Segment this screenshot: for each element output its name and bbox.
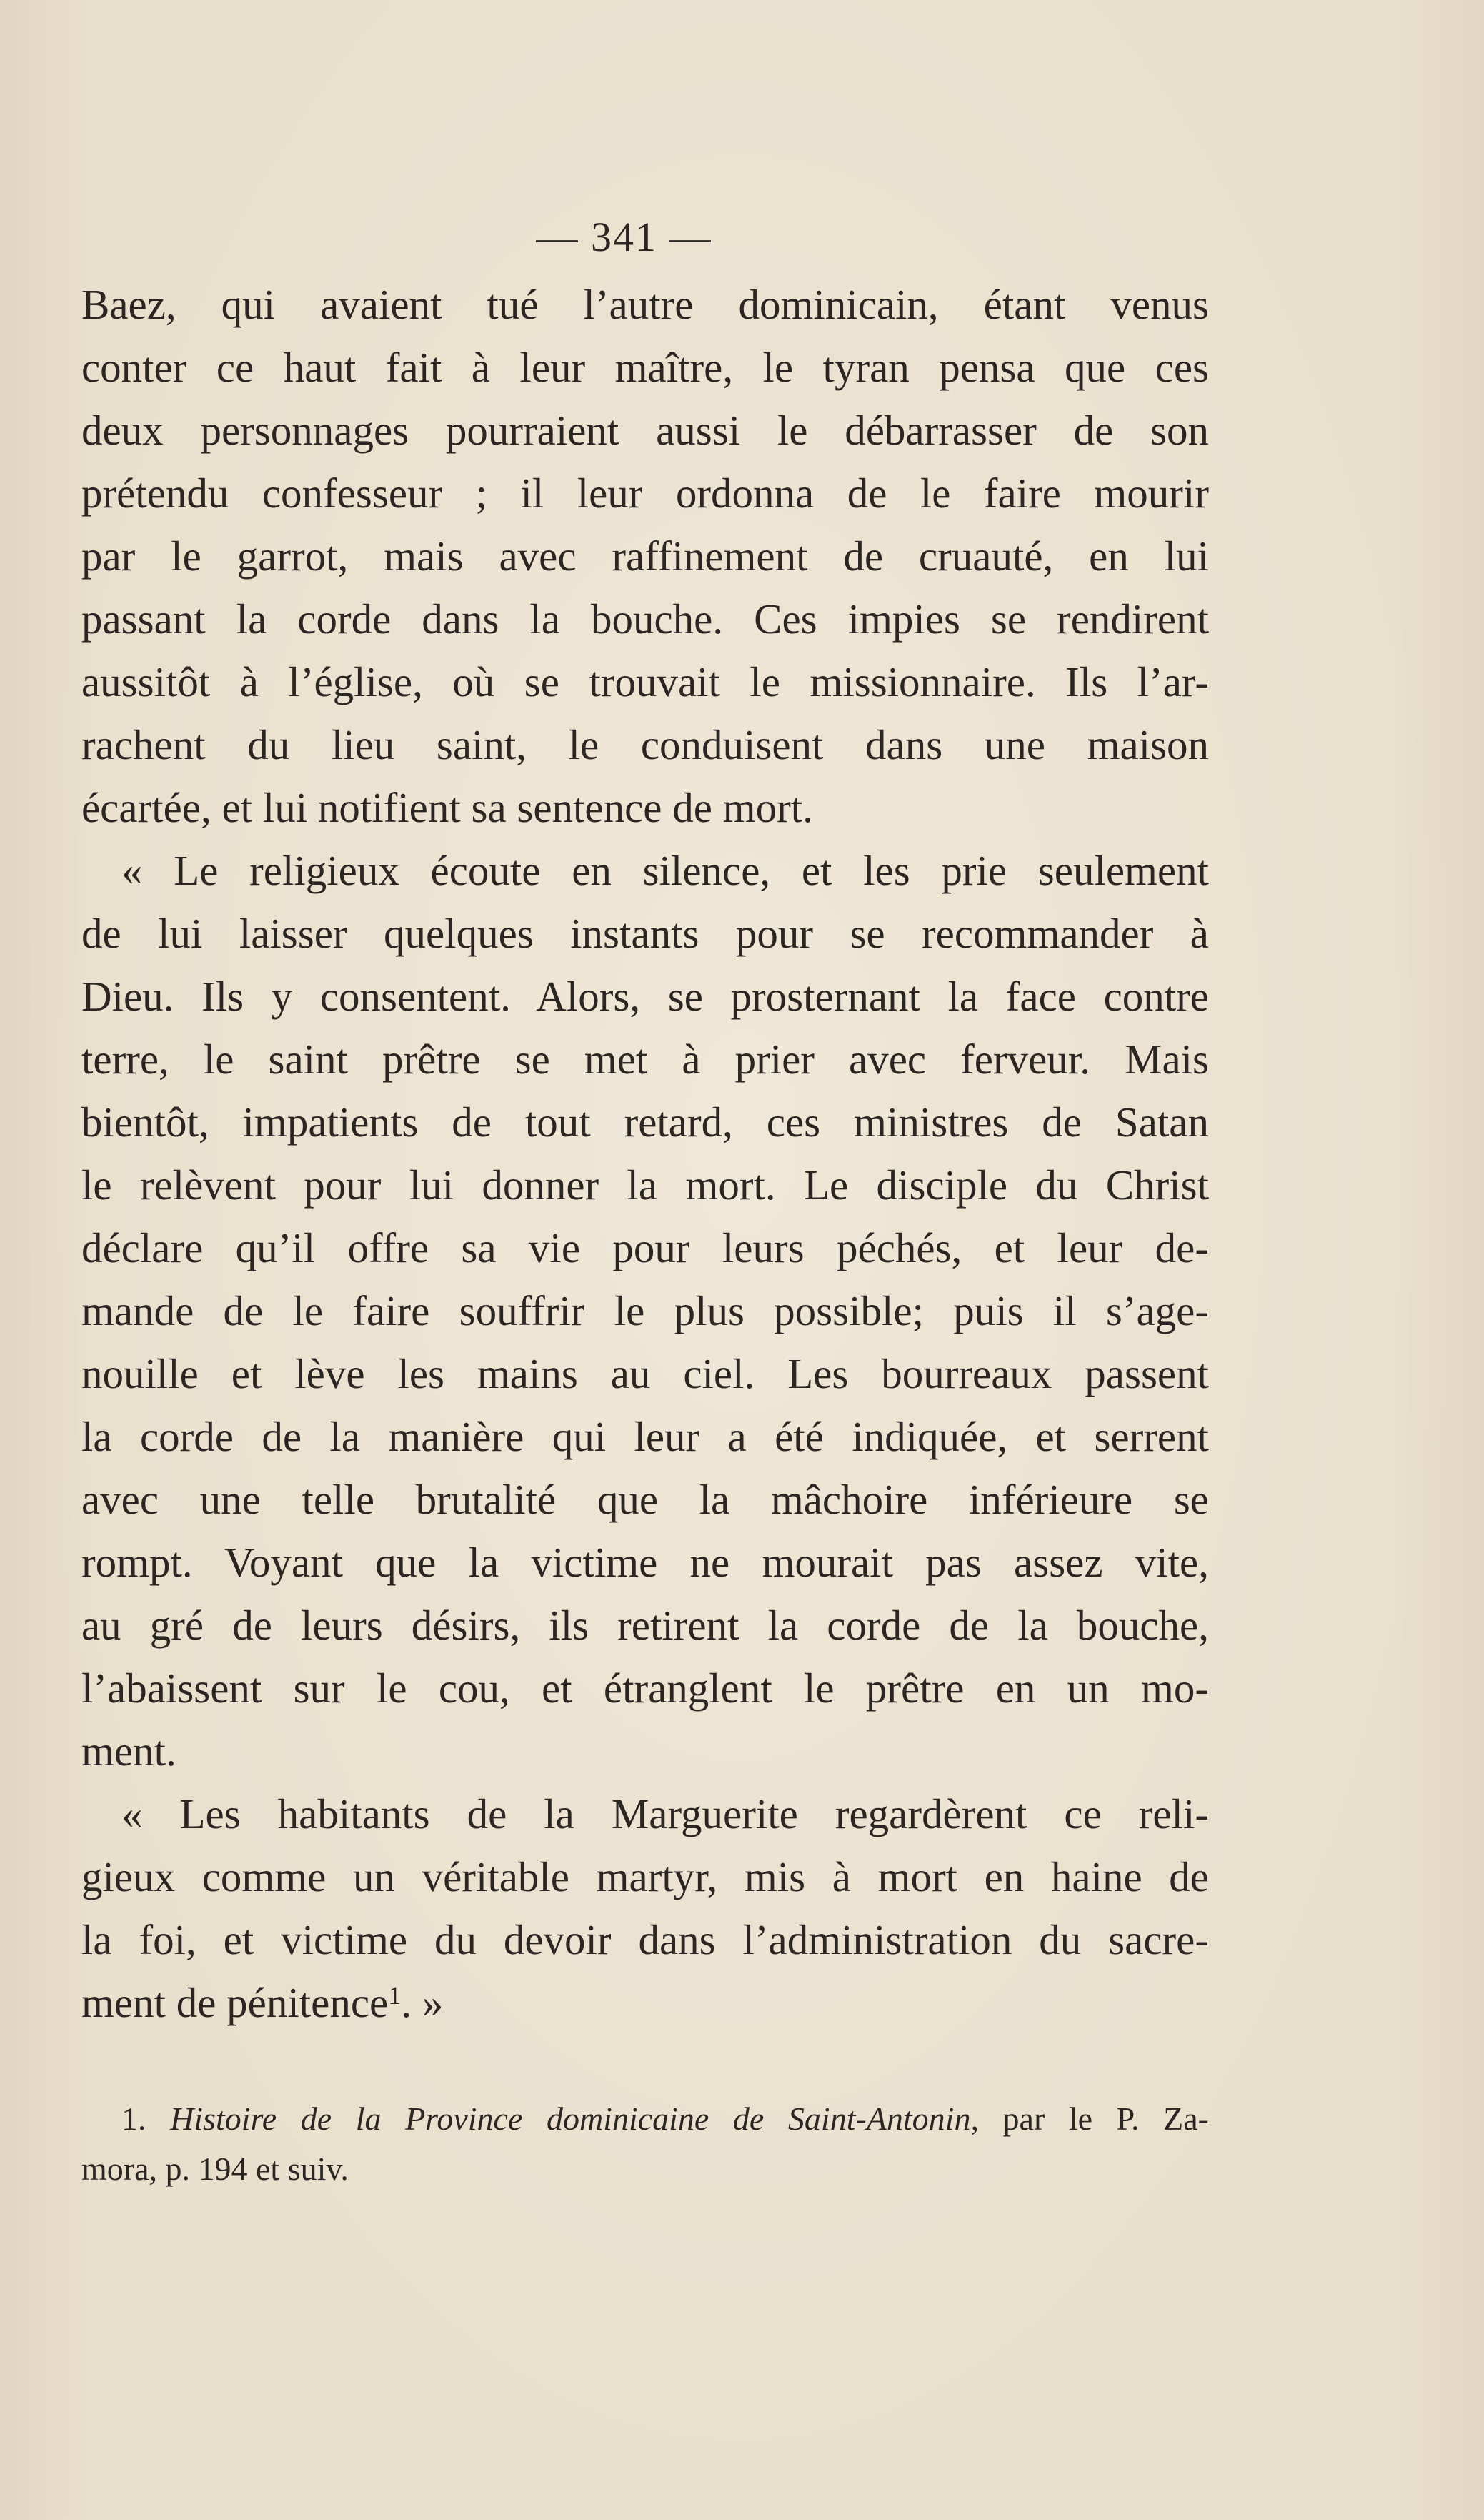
text-line: conter ce haut fait à leur maître, le tyran pensa que ces	[81, 344, 1209, 391]
text-line: la foi, et victime du devoir dans l’administration du sacre-	[81, 1916, 1209, 1963]
footnote-marker: 1.	[121, 2100, 146, 2137]
text-line: rompt. Voyant que la victime ne mourait pas assez vite,	[81, 1539, 1209, 1586]
text-line: nouille et lève les mains au ciel. Les bourreaux passent	[81, 1350, 1209, 1397]
text-line: l’abaissent sur le cou, et étranglent le prêtre en un mo-	[81, 1665, 1209, 1712]
text-line: bientôt, impatients de tout retard, ces ministres de Satan	[81, 1098, 1209, 1146]
text-line: ment.	[81, 1727, 176, 1775]
text-fragment: ment de pénitence	[81, 1979, 389, 2026]
text-line: Dieu. Ils y consentent. Alors, se prosternant la face contre	[81, 973, 1209, 1020]
footnote-line	[81, 2094, 1209, 2144]
footnote-title: Histoire de la Province dominicaine de Saint-Antonin,	[170, 2100, 979, 2137]
footnote-line: mora, p. 194 et suiv.	[81, 2151, 349, 2187]
text-line: rachent du lieu saint, le conduisent dans une maison	[81, 721, 1209, 768]
text-line: le relèvent pour lui donner la mort. Le disciple du Christ	[81, 1161, 1209, 1209]
text-line: passant la corde dans la bouche. Ces impies se rendirent	[81, 595, 1209, 643]
page-number: — 341 —	[536, 214, 712, 260]
text-line: « Le religieux écoute en silence, et les prie seulement	[121, 847, 1209, 894]
text-line: « Les habitants de la Marguerite regardèrent ce reli-	[121, 1790, 1209, 1837]
footnote-reference[interactable]: 1	[388, 1981, 402, 2010]
text-line: écartée, et lui notifient sa sentence de mort.	[81, 784, 813, 831]
text-line	[81, 1971, 1209, 2034]
text-line: prétendu confesseur ; il leur ordonna de le faire mourir	[81, 470, 1209, 517]
text-line: terre, le saint prêtre se met à prier avec ferveur. Mais	[81, 1036, 1209, 1083]
text-line: Baez, qui avaient tué l’autre dominicain, étant venus	[81, 281, 1209, 328]
footnote	[81, 2094, 1209, 2194]
text-line: deux personnages pourraient aussi le débarrasser de son	[81, 407, 1209, 454]
text-line: déclare qu’il offre sa vie pour leurs péchés, et leur de-	[81, 1224, 1209, 1271]
text-line: au gré de leurs désirs, ils retirent la corde de la bouche,	[81, 1602, 1209, 1649]
text-line: avec une telle brutalité que la mâchoire inférieure se	[81, 1476, 1209, 1523]
text-line: aussitôt à l’église, où se trouvait le missionnaire. Ils l’ar-	[81, 658, 1209, 705]
text-line: gieux comme un véritable martyr, mis à mort en haine de	[81, 1853, 1209, 1900]
body-text	[81, 273, 1209, 2034]
text-fragment: . »	[401, 1979, 444, 2026]
text-line: la corde de la manière qui leur a été indiquée, et serrent	[81, 1413, 1209, 1460]
text-line: mande de le faire souffrir le plus possible; puis il s’age-	[81, 1287, 1209, 1334]
text-line: de lui laisser quelques instants pour se recommander à	[81, 910, 1209, 957]
text-line: par le garrot, mais avec raffinement de cruauté, en lui	[81, 532, 1209, 580]
footnote-text: par le P. Za-	[1002, 2100, 1209, 2137]
